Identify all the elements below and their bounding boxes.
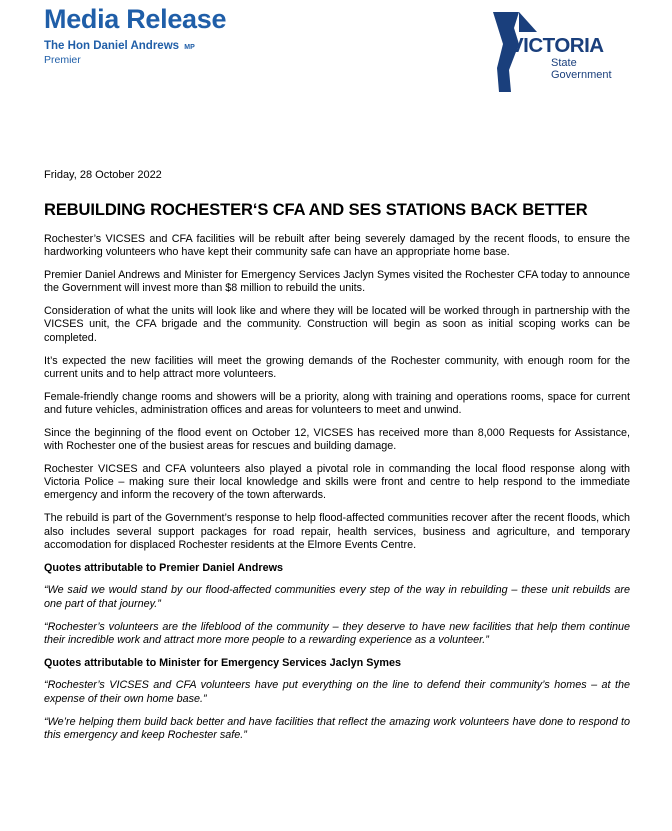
- paragraph: The rebuild is part of the Government’s response to help flood-affected communities recover after the recent floods, which also includes several support packages for road repair, health services, business and agriculture, and temporary accomodation for displaced Rochester residents at the Elmore Events Centre.: [44, 512, 630, 551]
- paragraph: Female-friendly change rooms and showers will be a priority, along with training and operations rooms, space for current and future vehicles, administration offices and areas for volunteers to meet and unwind.: [44, 390, 630, 416]
- quote: “Rochester’s volunteers are the lifeblood of the community – they deserve to have new facilities that help them continue their incredible work and attract more more people to a rewarding experience as a volunteer.”: [44, 620, 630, 646]
- paragraph: Rochester VICSES and CFA volunteers also played a pivotal role in commanding the local flood response along with Victoria Police – making sure their local knowledge and skills were front and centre to help respond to the immediate emergency and inform the recovery of the town afterwards.: [44, 462, 630, 502]
- headline: REBUILDING ROCHESTER‘S CFA AND SES STATIONS BACK BETTER: [44, 201, 588, 219]
- paragraph: It’s expected the new facilities will meet the growing demands of the Rochester community, with enough room for the current units and to help attract more volunteers.: [44, 354, 630, 380]
- quotes-heading-symes: Quotes attributable to Minister for Emergency Services Jaclyn Symes: [44, 656, 402, 669]
- minister-name-text: The Hon Daniel Andrews: [44, 40, 180, 52]
- quote: “We’re helping them build back better and have facilities that reflect the amazing work volunteers have done to respond to this emergency and keep Rochester safe.”: [44, 715, 630, 741]
- media-release-title: Media Release: [44, 4, 227, 34]
- quote: “We said we would stand by our flood-affected communities every step of the way in rebuilding – these unit rebuilds are one part of that journey.”: [44, 584, 630, 610]
- release-date: Friday, 28 October 2022: [44, 169, 162, 181]
- logo-word: VICTORIA: [510, 34, 604, 57]
- victoria-state-government-logo: [489, 10, 639, 92]
- minister-name: [44, 40, 226, 54]
- quotes-heading-andrews: Quotes attributable to Premier Daniel Andrews: [44, 561, 283, 574]
- quote: “Rochester’s VICSES and CFA volunteers have put everything on the line to defend their community’s homes – at the expense of their own home base.”: [44, 679, 630, 705]
- minister-suffix: MP: [184, 44, 195, 51]
- minister-role: Premier: [44, 54, 81, 66]
- logo-line-state: State: [551, 57, 577, 69]
- paragraph: Consideration of what the units will look like and where they will be located will be worked through in partnership with the VICSES unit, the CFA brigade and the community. Construction will begin as soon as initial scoping works can be completed.: [44, 305, 630, 344]
- paragraph: Premier Daniel Andrews and Minister for Emergency Services Jaclyn Symes visited the Rochester CFA today to announce the Government will invest more than $8 million to rebuild the units.: [44, 269, 630, 295]
- paragraph: Rochester’s VICSES and CFA facilities will be rebuilt after being severely damaged by the recent floods, to ensure the hardworking volunteers who have kept their community safe can have an appropriate home base.: [44, 233, 630, 259]
- logo-line-government: Government: [551, 69, 612, 81]
- paragraph: Since the beginning of the flood event on October 12, VICSES has received more than 8,000 Requests for Assistance, with Rochester one of the busiest areas for rescues and building damage.: [44, 426, 630, 453]
- logo-subtitle: [551, 57, 612, 81]
- release-body: [44, 168, 630, 752]
- media-release-header: [44, 4, 226, 66]
